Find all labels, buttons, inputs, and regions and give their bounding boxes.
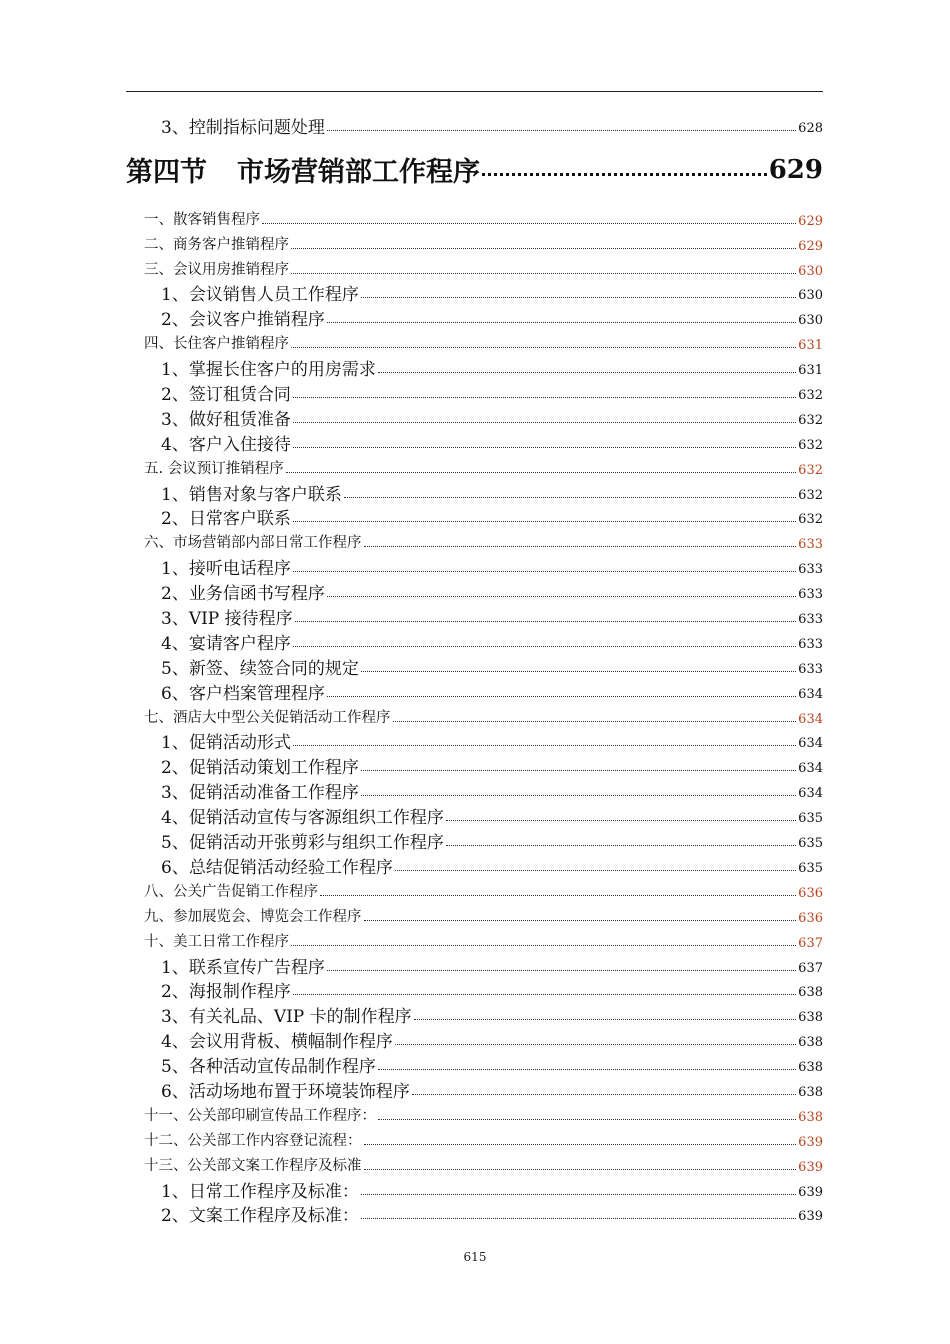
dot-leader [327,130,796,131]
dot-leader [361,1194,796,1195]
toc-entry-page: 634 [798,736,823,752]
toc-entry[interactable] [126,328,823,353]
toc-entries [126,204,823,1225]
dot-leader [395,1044,796,1045]
page-number: 615 [463,1250,487,1264]
toc-entry-label: 七、酒店大中型公关促销活动工作程序 [144,709,391,726]
table-of-contents [126,111,823,1227]
toc-entry-label: 2、签订租赁合同 [161,385,291,406]
toc-entry-label: 3、促销活动准备工作程序 [161,783,359,804]
toc-entry[interactable] [126,503,823,528]
toc-entry[interactable] [126,204,823,229]
toc-entry-label: 1、日常工作程序及标准： [161,1181,359,1202]
toc-entry-label: 八、公关广告促销工作程序 [144,883,318,900]
toc-entry[interactable] [126,1000,823,1028]
toc-entry[interactable] [126,1050,823,1078]
toc-entry-page: 633 [798,636,823,652]
section-title [126,150,480,189]
dot-leader [446,845,796,846]
toc-entry[interactable] [126,353,823,381]
toc-entry-label: 3、有关礼品、VIP 卡的制作程序 [161,1007,412,1028]
dot-leader [378,372,796,373]
dot-leader [327,696,796,697]
toc-entry-page: 636 [798,910,823,926]
dot-leader [378,1119,796,1120]
section-number: 第四节 [126,157,207,189]
dot-leader [327,322,796,323]
toc-entry-label: 2、业务信函书写程序 [161,584,325,605]
dot-leader [482,173,767,176]
toc-entry-page: 629 [798,238,823,254]
toc-entry[interactable] [126,826,823,854]
toc-entry[interactable] [126,876,823,901]
toc-entry[interactable] [126,702,823,727]
toc-entry[interactable] [126,951,823,976]
toc-entry-page: 633 [798,612,823,628]
dot-leader [446,820,796,821]
toc-entry-page: 634 [798,711,823,727]
toc-entry-page: 637 [798,935,823,951]
toc-entry[interactable] [126,428,823,453]
toc-entry-label: 3、VIP 接待程序 [161,609,293,630]
dot-leader [293,521,796,522]
dot-leader [364,1144,797,1145]
toc-entry[interactable] [126,303,823,331]
toc-entry-page: 638 [798,1084,823,1100]
toc-entry-page: 632 [798,487,823,503]
dot-leader [293,571,796,572]
dot-leader [320,895,796,896]
toc-entry-label: 3、做好租赁准备 [161,409,291,430]
toc-entry-first[interactable] [126,111,823,136]
toc-entry-page: 629 [798,213,823,229]
dot-leader [262,223,796,224]
dot-leader [364,546,797,547]
toc-entry-page: 638 [798,1060,823,1076]
toc-entry[interactable] [126,279,823,304]
toc-entry[interactable] [126,552,823,580]
toc-entry-page: 632 [798,388,823,404]
dot-leader [293,646,796,647]
toc-entry-page: 636 [798,885,823,901]
toc-entry[interactable] [126,727,823,752]
toc-entry-label: 九、参加展览会、博览会工作程序 [144,908,362,925]
toc-entry-label: 十二、公关部工作内容登记流程： [144,1132,362,1149]
toc-entry-page: 632 [798,437,823,453]
toc-entry-page: 630 [798,263,823,279]
toc-entry-label: 1、销售对象与客户联系 [161,484,342,505]
toc-entry-label: 一、散客销售程序 [144,211,260,228]
toc-section-heading[interactable] [126,136,823,204]
toc-entry-page: 638 [798,1035,823,1051]
toc-entry[interactable] [126,527,823,552]
toc-entry-page: 634 [798,686,823,702]
toc-entry-label: 4、会议用背板、横幅制作程序 [161,1032,393,1053]
toc-entry-label: 6、总结促销活动经验工作程序 [161,857,393,878]
toc-entry-label: 十三、公关部文案工作程序及标准 [144,1157,362,1174]
toc-entry-page: 630 [798,288,823,304]
toc-entry[interactable] [126,801,823,829]
toc-entry-label: 三、会议用房推销程序 [144,261,289,278]
dot-leader [286,472,796,473]
dot-leader [295,621,797,622]
toc-entry-page: 638 [798,985,823,1001]
dot-leader [291,248,796,249]
toc-entry[interactable] [126,776,823,804]
toc-entry[interactable] [126,478,823,503]
dot-leader [327,596,796,597]
toc-entry-label: 2、日常客户联系 [161,509,291,530]
toc-entry-label: 五. 会议预订推销程序 [144,460,284,477]
toc-entry[interactable] [126,1150,823,1175]
toc-entry-page: 635 [798,860,823,876]
dot-leader [293,397,796,398]
section-name: 市场营销部工作程序 [237,157,480,189]
toc-entry[interactable] [126,926,823,951]
toc-entry[interactable] [126,602,823,630]
toc-entry-page: 633 [798,537,823,553]
header-rule [126,91,823,92]
toc-entry-label: 十、美工日常工作程序 [144,933,289,950]
dot-leader [414,1019,797,1020]
dot-leader [293,994,796,995]
toc-entry-page: 632 [798,462,823,478]
toc-entry-page: 637 [798,960,823,976]
toc-entry-label: 二、商务客户推销程序 [144,236,289,253]
toc-entry[interactable] [126,378,823,406]
toc-entry-page: 633 [798,661,823,677]
toc-entry[interactable] [126,1200,823,1225]
toc-entry-label: 四、长住客户推销程序 [144,336,289,353]
toc-entry-page: 630 [798,313,823,329]
toc-entry[interactable] [126,453,823,478]
toc-entry-page: 634 [798,786,823,802]
toc-entry[interactable] [126,1025,823,1053]
toc-entry-page: 639 [798,1159,823,1175]
toc-entry[interactable] [126,677,823,702]
toc-entry[interactable] [126,1075,823,1100]
toc-entry-label: 2、会议客户推销程序 [161,310,325,331]
toc-entry-label: 1、会议销售人员工作程序 [161,285,359,306]
toc-entry-page: 635 [798,836,823,852]
dot-leader [293,745,796,746]
dot-leader [361,671,796,672]
dot-leader [364,1169,797,1170]
toc-entry[interactable] [126,229,823,254]
dot-leader [293,422,796,423]
section-page: 629 [768,154,823,185]
toc-entry[interactable] [126,577,823,605]
toc-entry[interactable] [126,976,823,1001]
dot-leader [291,945,796,946]
toc-entry-page: 638 [798,1010,823,1026]
toc-entry-page: 638 [798,1109,823,1125]
toc-entry-label: 3、控制指标问题处理 [161,117,325,138]
toc-entry-label: 六、市场营销部内部日常工作程序 [144,535,362,552]
toc-entry-label: 2、文案工作程序及标准： [161,1206,359,1227]
toc-entry-label: 4、客户入住接待 [161,434,291,455]
dot-leader [361,297,796,298]
dot-leader [327,970,796,971]
toc-entry-page: 628 [798,120,823,136]
dot-leader [378,1069,796,1070]
toc-entry-label: 4、促销活动宣传与客源组织工作程序 [161,808,444,829]
dot-leader [364,920,797,921]
dot-leader [344,497,796,498]
toc-entry-page: 635 [798,811,823,827]
dot-leader [393,721,797,722]
toc-entry-page: 631 [798,363,823,379]
toc-entry-label: 5、各种活动宣传品制作程序 [161,1057,376,1078]
toc-entry-label: 1、联系宣传广告程序 [161,957,325,978]
dot-leader [291,347,796,348]
toc-entry[interactable] [126,751,823,779]
toc-entry[interactable] [126,1125,823,1150]
dot-leader [395,870,796,871]
toc-entry[interactable] [126,1100,823,1125]
toc-entry-page: 634 [798,761,823,777]
toc-entry-page: 632 [798,512,823,528]
toc-entry-label: 2、海报制作程序 [161,982,291,1003]
toc-entry-label: 1、促销活动形式 [161,733,291,754]
toc-entry-page: 631 [798,338,823,354]
toc-entry-label: 5、促销活动开张剪彩与组织工作程序 [161,833,444,854]
toc-entry-page: 639 [798,1134,823,1150]
toc-entry-label: 2、促销活动策划工作程序 [161,758,359,779]
toc-entry-page: 639 [798,1209,823,1225]
toc-entry-label: 4、宴请客户程序 [161,633,291,654]
toc-entry-label: 6、客户档案管理程序 [161,683,325,704]
dot-leader [291,273,796,274]
toc-entry[interactable] [126,1175,823,1200]
toc-entry[interactable] [126,403,823,428]
toc-entry-label: 1、掌握长住客户的用房需求 [161,360,376,381]
toc-entry-page: 639 [798,1184,823,1200]
dot-leader [361,770,796,771]
toc-entry-page: 633 [798,587,823,603]
dot-leader [293,447,796,448]
toc-entry-page: 633 [798,562,823,578]
dot-leader [361,795,796,796]
toc-entry-label: 1、接听电话程序 [161,559,291,580]
toc-entry[interactable] [126,254,823,279]
toc-entry-label: 5、新签、续签合同的规定 [161,658,359,679]
dot-leader [412,1094,796,1095]
toc-entry[interactable] [126,901,823,926]
toc-entry-page: 632 [798,412,823,428]
dot-leader [361,1218,796,1219]
toc-entry-label: 十一、公关部印刷宣传品工作程序： [144,1107,376,1124]
toc-entry[interactable] [126,851,823,876]
toc-entry[interactable] [126,627,823,652]
toc-entry[interactable] [126,652,823,677]
toc-entry-label: 6、活动场地布置于环境装饰程序 [161,1081,410,1102]
